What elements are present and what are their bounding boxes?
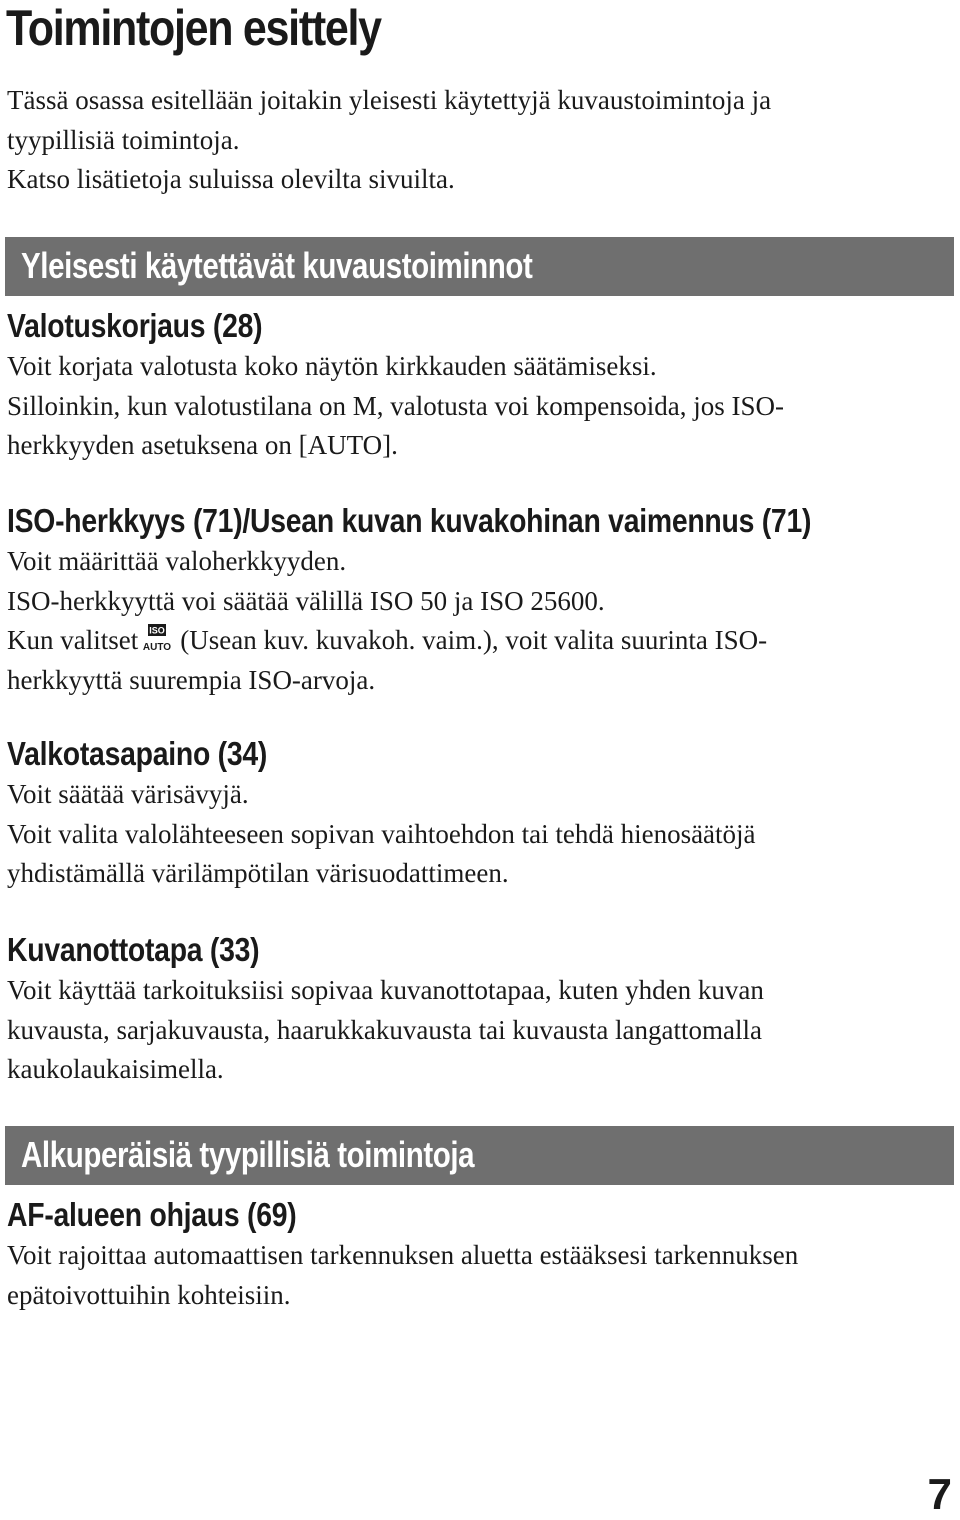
section-af-area-control [7,1194,798,1315]
band-title: Alkuperäisiä tyypillisiä toimintoja [21,1134,475,1175]
icon-text-auto: AUTO [143,642,172,653]
intro-line: Tässä osassa esitellään joitakin yleisesti käytettyjä kuvaustoimintoja ja [7,85,772,115]
section-heading: ISO-herkkyys (71)/Usean kuvan kuvakohinan vaimennus (71) [7,502,812,539]
section-line: ISO-herkkyyttä voi säätää välillä ISO 50 ja ISO 25600. [7,585,605,616]
section-band-common-functions [5,237,954,296]
section-band-original-functions [5,1126,954,1185]
line-text: (Usean kuv. kuvakoh. vaim.), voit valita suurinta ISO- [180,625,768,655]
section-iso-sensitivity [7,500,942,700]
section-line: Voit käyttää tarkoituksiisi sopivaa kuvanottotapaa, kuten yhden kuvan [7,975,764,1005]
section-line: herkkyyttä suurempia ISO-arvoja. [7,664,376,695]
section-line: epätoivottuihin kohteisiin. [7,1279,291,1310]
section-drive-mode [7,929,764,1090]
section-line: herkkyyden asetuksena on [AUTO]. [7,430,398,460]
page-title: Toimintojen esittely [6,0,381,56]
section-line: Silloinkin, kun valotustilana on M, valotusta voi kompensoida, jos ISO- [7,390,784,421]
section-line: Voit korjata valotusta koko näytön kirkkauden säätämiseksi. [7,351,657,381]
section-heading: Kuvanottotapa (33) [7,931,260,968]
section-heading: Valkotasapaino (34) [7,735,268,772]
section-line: kuvausta, sarjakuvausta, haarukkakuvausta tai kuvausta langattomalla [7,1014,762,1045]
icon-text-iso: ISO [149,625,165,636]
section-line: yhdistämällä värilämpötilan värisuodattimeen. [7,858,509,888]
line-text: Kun valitset [7,625,139,655]
section-line: Voit määrittää valoherkkyyden. [7,546,347,576]
intro-line: Katso lisätietoja suluissa olevilta sivuilta. [7,164,455,194]
band-title: Yleisesti käytettävät kuvaustoiminnot [21,245,533,286]
section-exposure-compensation [7,305,784,466]
iso-auto-multi-frame-nr-icon [142,624,172,654]
page-number: 7 [927,1470,952,1519]
section-line: Voit säätää värisävyjä. [7,779,249,809]
section-line-with-icon [7,621,942,661]
section-line: Voit rajoittaa automaattisen tarkennuksen aluetta estääksesi tarkennuksen [7,1240,799,1270]
section-line: kaukolaukaisimella. [7,1054,224,1084]
section-white-balance [7,733,756,894]
intro-paragraph [7,81,771,200]
intro-line: tyypillisiä toimintoja. [7,124,240,155]
section-heading: Valotuskorjaus (28) [7,307,263,344]
section-line: Voit valita valolähteeseen sopivan vaihtoehdon tai tehdä hienosäätöjä [7,818,756,849]
section-heading: AF-alueen ohjaus (69) [7,1196,297,1233]
